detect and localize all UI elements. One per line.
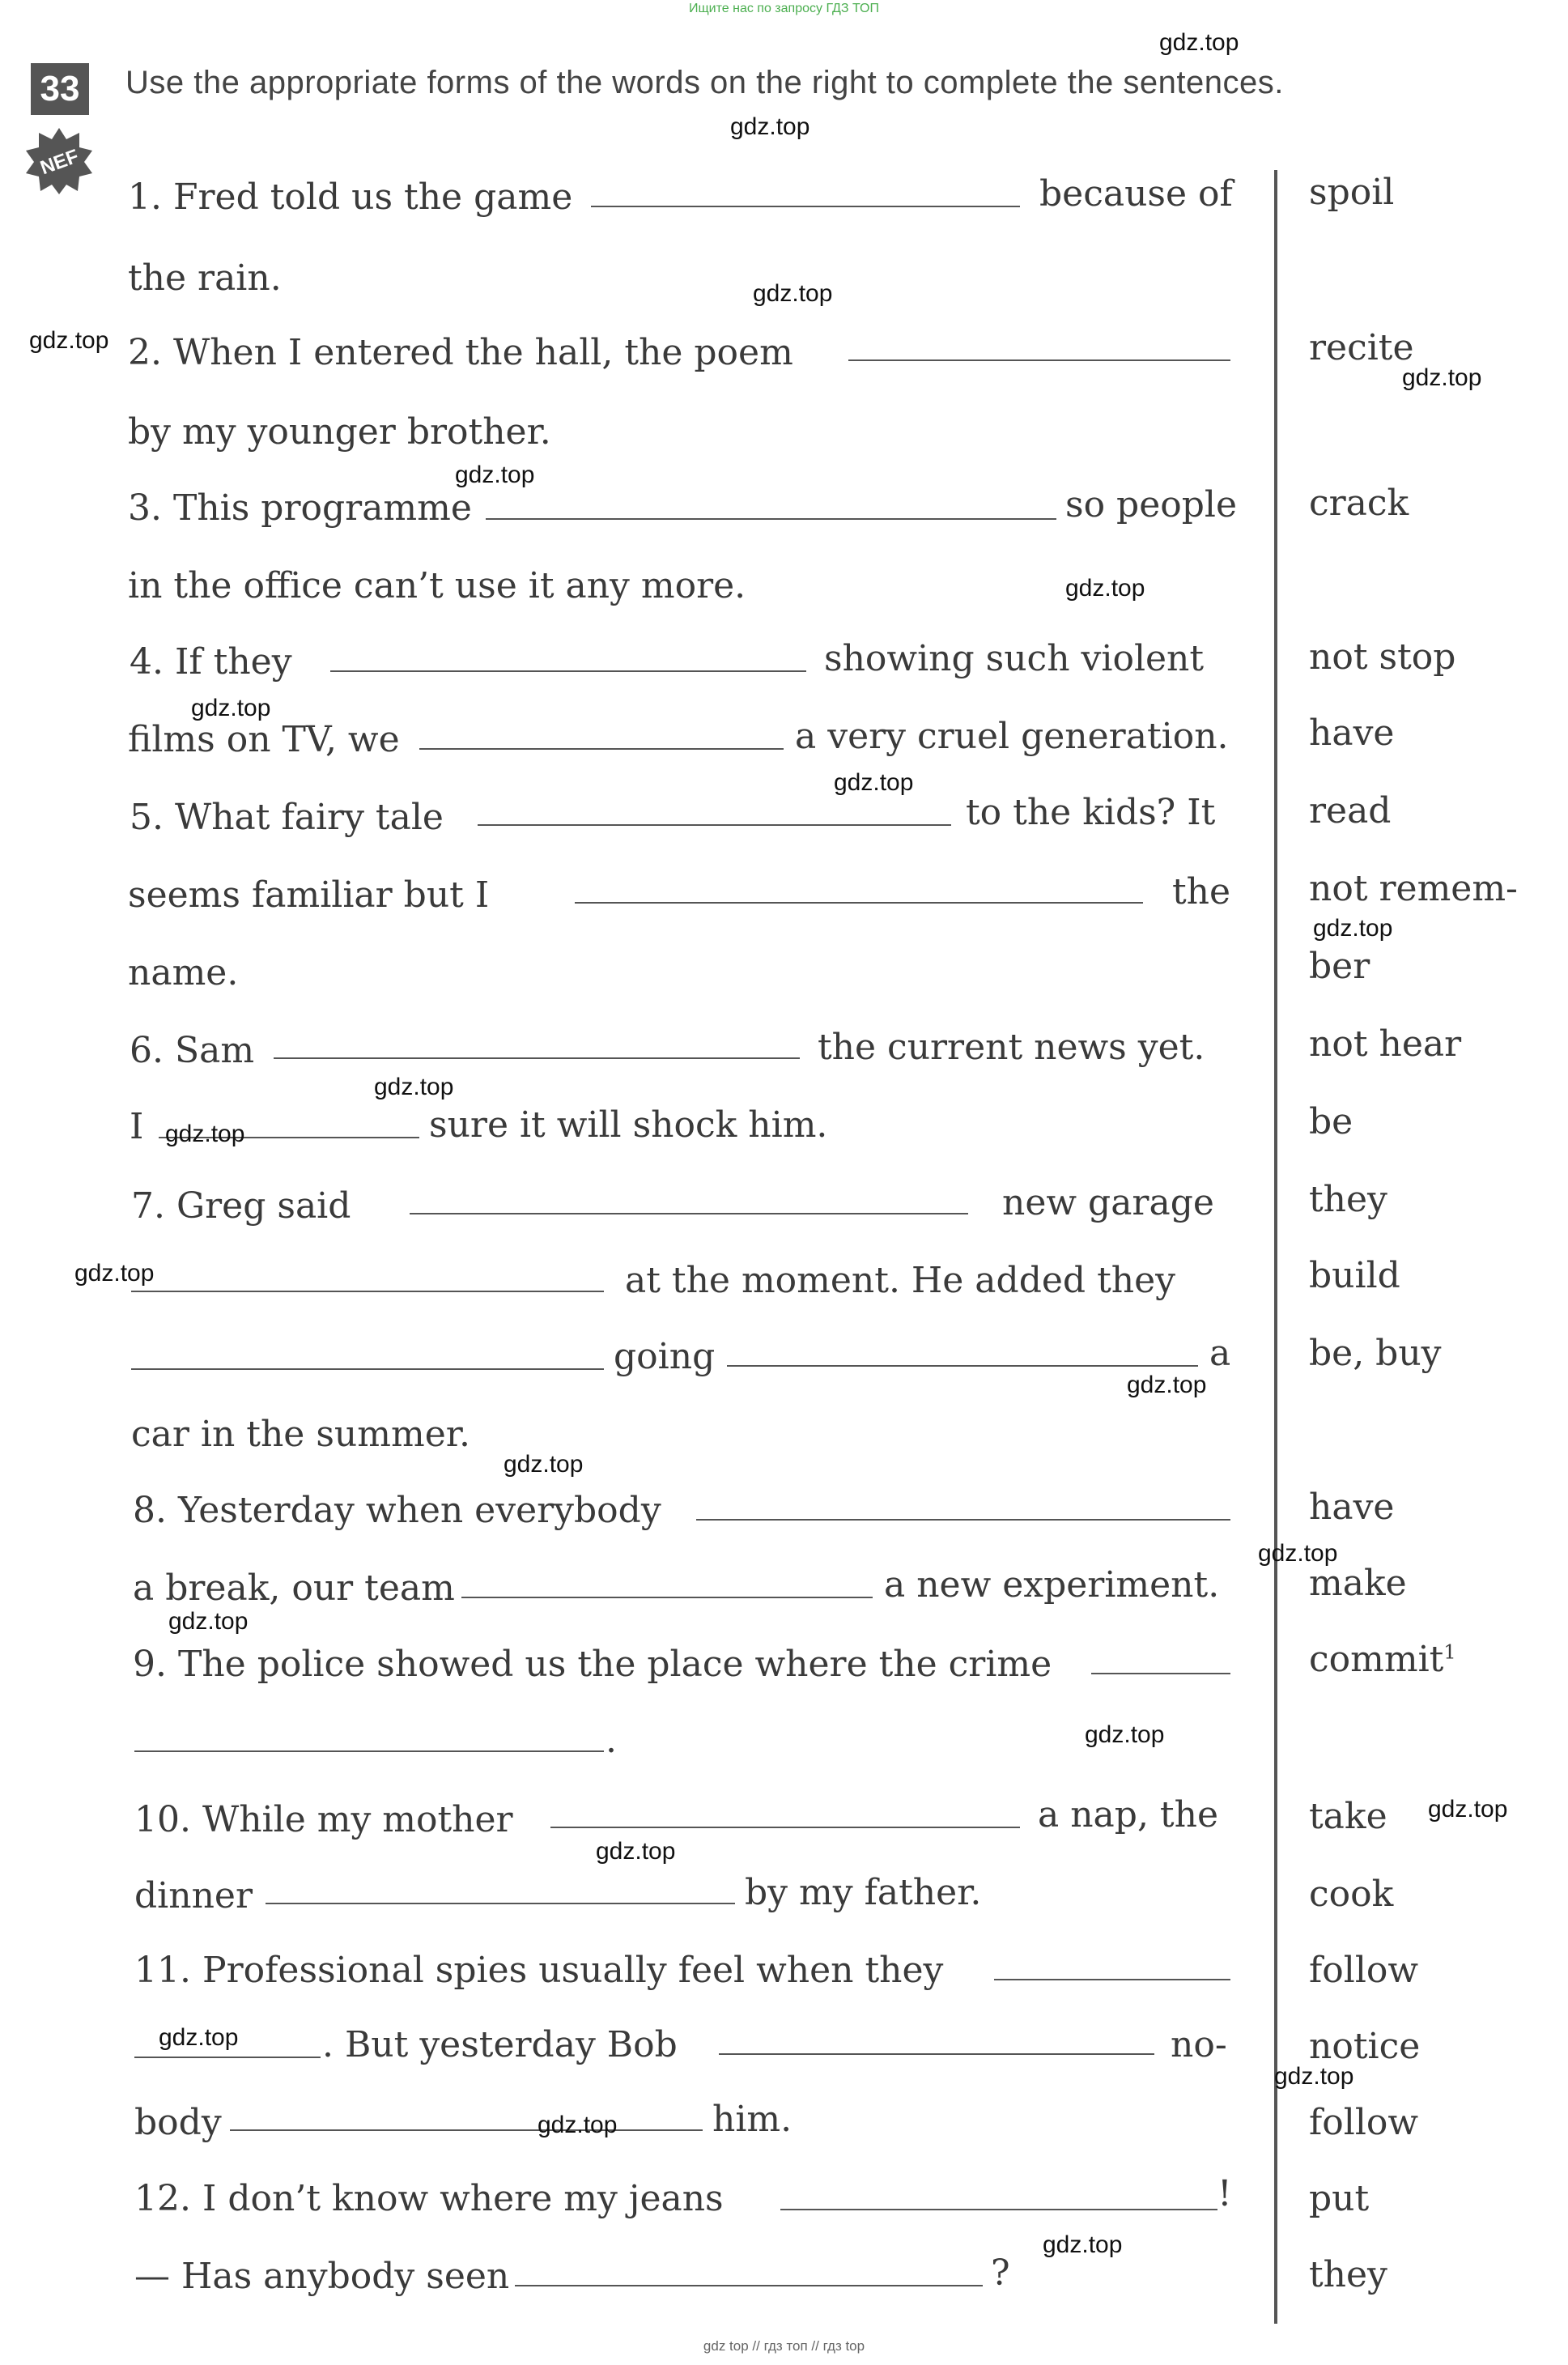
sentence-text: This programme [172,487,472,529]
watermark: gdz.top [159,2024,239,2051]
sentence-text: Fred told us the game [172,177,573,218]
answer-blank[interactable] [134,2057,321,2058]
word-hint: they [1309,1179,1387,1220]
word-hint: read [1309,790,1392,832]
word-hint: make [1309,1563,1407,1604]
word-hint: ber [1309,946,1370,987]
watermark: gdz.top [1313,915,1393,942]
word-hint: be [1309,1101,1353,1142]
word-hint: not remem- [1309,868,1518,909]
sentence-number: 9. [133,1644,167,1685]
sentence-text: seems familiar but I [128,874,490,916]
word-hint: notice [1309,2026,1421,2067]
watermark: gdz.top [504,1451,584,1478]
sentence-text: ! [1217,2173,1232,2214]
sentence-text: — Has anybody seen [134,2256,510,2297]
watermark: gdz.top [74,1260,155,1287]
watermark: gdz.top [1428,1796,1508,1823]
sentence-text: him. [712,2099,792,2140]
answer-blank[interactable] [719,2053,1154,2055]
sentence-text: the rain. [128,257,282,299]
answer-blank[interactable] [330,670,806,672]
sentence-text: to the kids? It [966,792,1216,833]
sentence-number: 8. [133,1490,167,1531]
sentence-text: The police showed us the place where the crime [177,1644,1052,1685]
word-hint: follow [1309,1950,1419,1991]
bottom-banner: gdz top // гдз топ // гдз top [703,2338,865,2354]
word-hint: cook [1309,1874,1394,1915]
sentence-text: dinner [134,1875,253,1916]
sentence-text: . But yesterday Bob [322,2024,678,2065]
sentence-text: a very cruel generation. [795,716,1229,757]
watermark: gdz.top [730,113,810,140]
sentence-number: 2. [128,332,162,373]
answer-blank[interactable] [461,1597,873,1598]
sentence-number: 6. [130,1030,164,1071]
answer-blank[interactable] [575,902,1143,904]
word-hint: they [1309,2254,1387,2295]
watermark: gdz.top [165,1121,245,1147]
sentence-number: 5. [130,797,164,838]
watermark: gdz.top [753,280,833,307]
word-hint: follow [1309,2102,1419,2143]
sentence-text: by my younger brother. [128,411,551,453]
answer-blank[interactable] [550,1827,1020,1828]
answer-blank[interactable] [780,2209,1217,2210]
word-hint: have [1309,1487,1395,1528]
word-hint: recite [1309,327,1414,368]
answer-blank[interactable] [727,1365,1198,1367]
sentence-text: so people [1065,484,1238,525]
sentence-number: 1. [128,177,162,218]
word-hint: spoil [1309,172,1395,213]
sentence-number: 3. [128,487,162,529]
instruction: Use the appropriate forms of the words on the right to complete the sentences. [125,65,1284,100]
word-hint: not hear [1309,1023,1462,1065]
word-hint: build [1309,1255,1400,1296]
watermark: gdz.top [834,769,914,796]
watermark: gdz.top [29,327,109,354]
watermark: gdz.top [374,1074,454,1100]
top-banner: Ищите нас по запросу ГДЗ ТОП [689,2,879,15]
nef-badge-label: NEF [37,145,82,180]
sentence-text: Sam [174,1030,255,1071]
answer-blank[interactable] [419,748,784,750]
sentence-text: Professional spies usually feel when they [202,1950,944,1991]
nef-badge-icon [24,126,94,196]
word-hint: not stop [1309,636,1456,678]
sentence-text: in the office can’t use it any more. [128,565,746,606]
sentence-text: the [1172,871,1231,912]
word-hint: crack [1309,483,1409,524]
watermark: gdz.top [455,462,535,488]
watermark: gdz.top [1402,364,1482,391]
sentence-text: a [1209,1333,1231,1374]
answer-blank[interactable] [1091,1673,1230,1674]
sentence-text: I [130,1106,144,1147]
sentence-text: . [606,1720,617,1761]
word-hint: commit$^1$ [1309,1639,1456,1680]
word-hint: have [1309,712,1395,754]
sentence-text: new garage [1002,1182,1214,1223]
watermark: gdz.top [1159,29,1239,56]
sentence-text: What fairy tale [174,797,444,838]
sentence-text: films on TV, we [128,719,400,760]
watermark: gdz.top [1065,575,1145,602]
answer-blank[interactable] [131,1368,604,1370]
watermark: gdz.top [168,1608,249,1635]
sentence-number: 11. [134,1950,191,1991]
sentence-text: a nap, the [1038,1794,1218,1835]
word-hint: be, buy [1309,1333,1442,1374]
watermark: gdz.top [1274,2063,1354,2090]
exercise-number: 33 [31,63,89,115]
watermark: gdz.top [538,2112,618,2138]
answer-blank[interactable] [134,1750,604,1752]
answer-blank[interactable] [410,1213,968,1214]
sentence-number: 4. [130,641,164,683]
word-hint: take [1309,1796,1387,1837]
sentence-text: at the moment. He added they [625,1260,1175,1301]
sentence-text: car in the summer. [131,1414,470,1455]
watermark: gdz.top [1043,2231,1123,2258]
answer-blank[interactable] [131,1291,604,1292]
answer-blank[interactable] [848,359,1230,361]
sentence-text: Greg said [176,1185,351,1227]
sentence-text: name. [128,952,239,993]
watermark: gdz.top [1258,1540,1338,1567]
answer-blank[interactable] [486,518,1056,520]
footnote-mark: 1 [1443,1640,1456,1664]
sentence-text: because of [1039,173,1233,215]
word-hint: put [1309,2178,1370,2219]
answer-blank[interactable] [266,1903,735,1904]
sentence-text: If they [174,641,292,683]
sentence-text: a break, our team [133,1567,455,1609]
sentence-text: going [614,1336,716,1377]
sentence-number: 10. [134,1799,191,1840]
sentence-text: Yesterday when everybody [177,1490,661,1531]
sentence-number: 12. [134,2178,191,2219]
sentence-text: When I entered the hall, the poem [172,332,793,373]
answer-blank[interactable] [994,1979,1230,1980]
column-divider [1274,170,1277,2324]
sentence-text: showing such violent [824,638,1205,679]
sentence-number: 7. [131,1185,165,1227]
watermark: gdz.top [191,695,271,721]
watermark: gdz.top [1085,1721,1165,1748]
sentence-text: I don’t know where my jeans [202,2178,724,2219]
sentence-text: While my mother [202,1799,513,1840]
watermark: gdz.top [596,1838,676,1865]
answer-blank[interactable] [591,206,1020,207]
answer-blank[interactable] [478,824,951,826]
answer-blank[interactable] [230,2129,703,2131]
answer-blank[interactable] [274,1057,800,1059]
sentence-text: ? [991,2252,1010,2294]
answer-blank[interactable] [696,1519,1230,1521]
sentence-text: a new experiment. [884,1564,1220,1606]
sentence-text: sure it will shock him. [429,1104,828,1146]
sentence-text: body [134,2102,222,2143]
watermark: gdz.top [1127,1372,1207,1398]
answer-blank[interactable] [515,2285,983,2286]
sentence-text: the current news yet. [818,1027,1205,1068]
sentence-text: no- [1171,2024,1227,2065]
sentence-text: by my father. [745,1872,982,1913]
